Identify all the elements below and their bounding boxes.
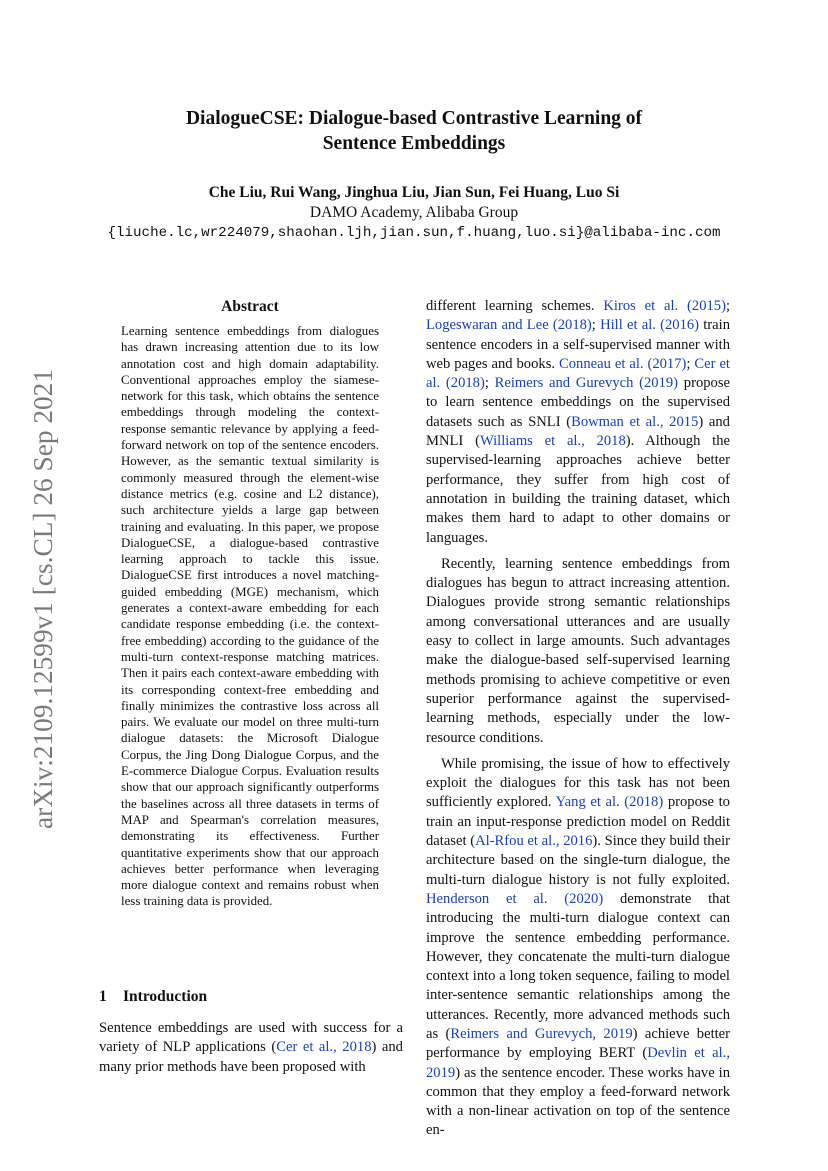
abstract-body: Learning sentence embeddings from dialogues has drawn increasing attention due to its low annotation cost and high domain adaptability. Conventional approaches employ the siamese-network for this task, which obtains the sentence embeddings through modeling the context-response semantic relevance by applying a feed-forward network on top of the sentence encoders. However, as the semantic textual similarity is commonly measured through the element-wise distance metrics (e.g. cosine and L2 distance), such architecture yields a large gap between training and evaluating. In this paper, we propose DialogueCSE, a dialogue-based contrastive learning approach to tackle this issue. DialogueCSE first introduces a novel matching-guided embedding (MGE) mechanism, which generates a context-aware embedding for each candidate response embedding (i.e. the context-free embedding) according to the guidance of the multi-turn context-response matching matrices. Then it pairs each context-aware embedding with its corresponding context-free embedding and finally minimizes the contrastive loss across all pairs. We evaluate our model on three multi-turn dialogue datasets: the Microsoft Dialogue Corpus, the Jing Dong Dialogue Corpus, and the E-commerce Dialogue Corpus. Evaluation results show that our approach significantly outperforms the baselines across all three datasets in terms of MAP and Spearman's correlation measures, demonstrating its effectiveness. Further quantitative experiments show that our approach achieves better performance when leveraging more dialogue context and remains robust when less training data is provided. — [121, 324, 379, 909]
text-run: ; — [591, 317, 601, 334]
citation-link[interactable]: Conneau et al. (2017) — [559, 355, 687, 372]
section-title: Introduction — [123, 988, 208, 1005]
text-run: ) as the sentence encoder. These works have in common that they employ a feed-forward network with a non-linear activation on top of the sentence en- — [426, 1064, 730, 1139]
citation-link[interactable]: Yang et al. (2018) — [555, 794, 664, 811]
right-column — [426, 297, 730, 1148]
text-run: ) and many prior methods have been proposed with — [99, 1039, 403, 1075]
title-line-1: DialogueCSE: Dialogue-based Contrastive Learning of — [185, 108, 643, 129]
citation-link[interactable]: Devlin et al., 2019 — [426, 1045, 730, 1081]
text-run: ). Although the supervised-learning approaches achieve better performance, they suffer from high cost of annotation in building the training dataset, which makes them hard to adapt to other domains or languages. — [426, 433, 730, 546]
title-line-2: Sentence Embeddings — [322, 133, 506, 154]
arxiv-stamp-text: arXiv:2109.12599v1 [cs.CL] 26 Sep 2021 — [28, 374, 58, 829]
citation-link[interactable]: Logeswaran and Lee (2018) — [426, 317, 592, 334]
citation-link[interactable]: Bowman et al., 2015 — [571, 413, 699, 430]
paper-title — [0, 106, 828, 156]
citation-link[interactable]: Al-Rfou et al., 2016 — [475, 833, 593, 850]
citation-link[interactable]: Henderson et al. (2020) — [426, 890, 604, 907]
citation-link[interactable]: Williams et al., 2018 — [479, 433, 626, 450]
text-run: different learning schemes. — [426, 298, 604, 314]
citation-link[interactable]: Kiros et al. (2015) — [603, 298, 726, 314]
citation-link[interactable]: Cer et al., 2018 — [276, 1039, 372, 1056]
section-heading-introduction — [99, 987, 419, 1007]
paragraph-dialogue-learning: Recently, learning sentence embeddings from dialogues has begun to attract increasing attention. Dialogues provide strong semantic relationships among conversational utterances and are usually easy to collect in large amounts. Such advantages make the dialogue-based self-supervised learning methods promising to achieve competitive or even superior performance against the supervised-learning methods, especially under the low-resource conditions. — [426, 555, 730, 746]
text-run: ) and MNLI ( — [426, 413, 730, 450]
paragraph-related-work — [426, 297, 730, 548]
author-emails[interactable]: {liuche.lc,wr224079,shaohan.ljh,jian.sun,f.huang,luo.si}@alibaba-inc.com — [107, 225, 721, 241]
arxiv-stamp — [22, 367, 62, 829]
paragraph-prior-methods — [426, 755, 730, 1141]
text-run: While promising, the issue of how to effectively exploit the dialogues for this task has not been sufficiently explored. — [426, 755, 730, 811]
text-run: ) achieve better performance by employing BERT ( — [426, 1025, 731, 1062]
citation-link[interactable]: Reimers and Gurevych (2019) — [494, 375, 679, 392]
abstract-heading: Abstract — [221, 298, 279, 315]
text-run: propose to learn sentence embeddings on the supervised datasets such as SNLI ( — [426, 375, 730, 430]
text-run: Sentence embeddings are used with success for a variety of NLP applications ( — [99, 1020, 403, 1056]
citation-link[interactable]: Cer et al. (2018) — [426, 355, 730, 392]
text-run: train sentence encoders in a self-supervised manner with web pages and books. — [426, 317, 730, 372]
affiliation: DAMO Academy, Alibaba Group — [309, 204, 519, 221]
text-run: ). Since they build their architecture based on the single-turn dialogue, the multi-turn dialogue history is not fully exploited. — [426, 833, 730, 888]
text-run: propose to train an input-response prediction model on Reddit dataset ( — [426, 794, 730, 850]
intro-paragraph — [99, 1019, 403, 1077]
text-run: ; — [484, 375, 495, 392]
citation-link[interactable]: Hill et al. (2016) — [600, 317, 700, 334]
text-run: ; — [725, 298, 731, 314]
citation-link[interactable]: Reimers and Gurevych, 2019 — [450, 1025, 633, 1042]
section-number: 1 — [99, 988, 107, 1005]
text-run: ; — [686, 355, 695, 372]
text-run: demonstrate that introducing the multi-turn dialogue context can improve the sentence embedding performance. However, they concatenate the multi-turn dialogue context into a long token sequence, failing to model inter-sentence semantic relationships among the utterances. Recently, more advanced methods such as ( — [426, 890, 730, 1042]
author-list: Che Liu, Rui Wang, Jinghua Liu, Jian Sun, Fei Huang, Luo Si — [208, 184, 620, 201]
